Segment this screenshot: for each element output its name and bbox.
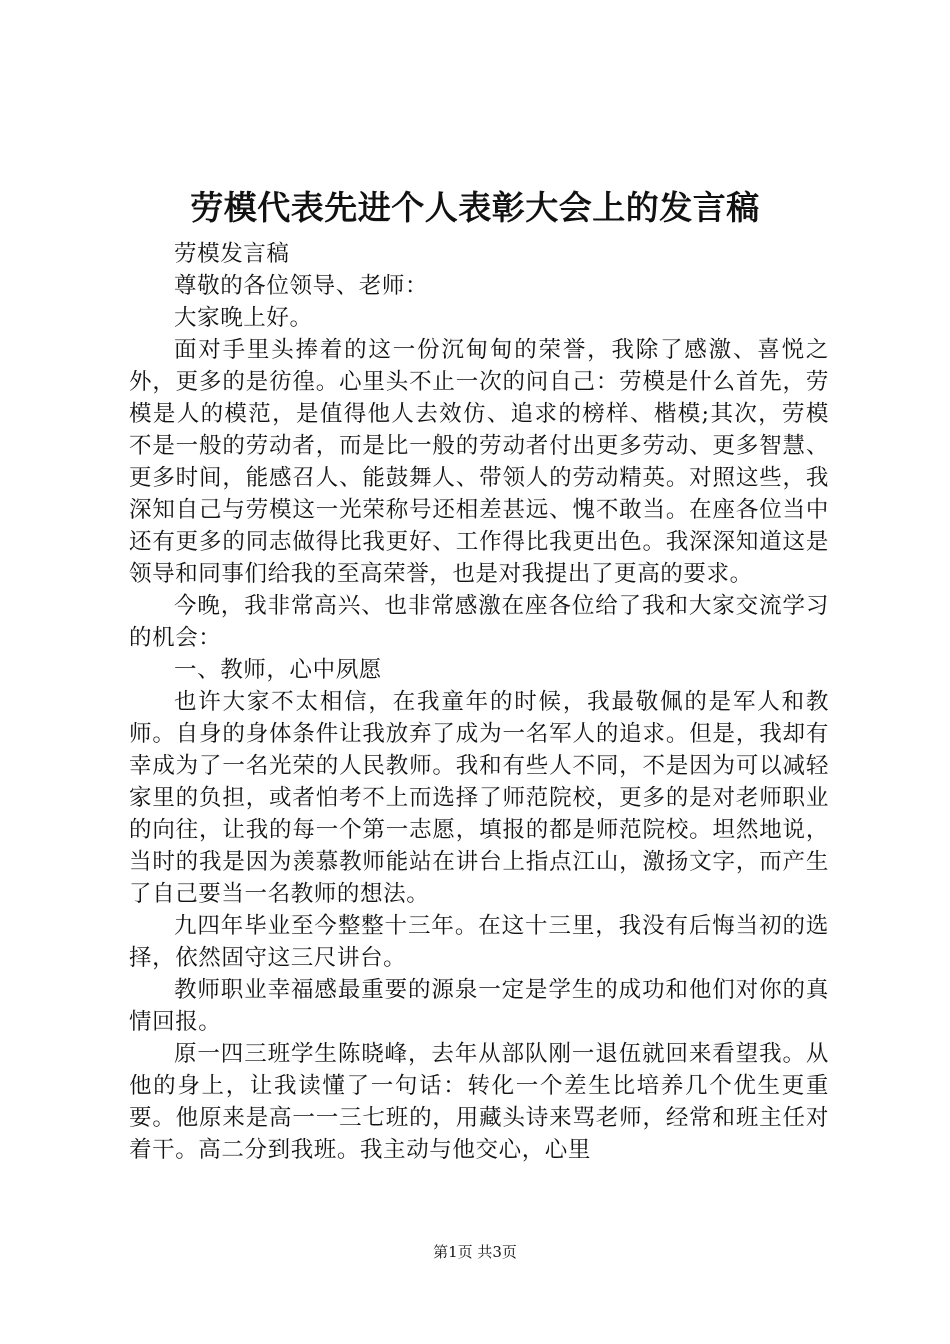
- paragraph: 今晚，我非常高兴、也非常感激在座各位给了我和大家交流学习的机会：: [129, 593, 829, 651]
- paragraph: 面对手里头捧着的这一份沉甸甸的荣誉，我除了感激、喜悦之外，更多的是彷徨。心里头不止一次的问自己：劳模是什么首先，劳模是人的模范，是值得他人去效仿、追求的榜样、楷模;其次，劳模不是一般的劳动者，而是比一般的劳动者付出更多劳动、更多智慧、更多时间，能感召人、能鼓舞人、带领人的劳动精英。对照这些，我深知自己与劳模这一光荣称号还相差甚远、愧不敢当。在座各位当中还有更多的同志做得比我更好、工作得比我更出色。我深深知道这是领导和同事们给我的至高荣誉，也是对我提出了更高的要求。: [129, 337, 829, 587]
- paragraph: 劳模发言稿: [174, 241, 290, 267]
- paragraph: 大家晚上好。: [174, 305, 313, 331]
- page-footer: 第1页 共3页: [433, 1243, 517, 1261]
- section-heading: 一、教师，心中夙愿: [174, 657, 382, 683]
- paragraph: 也许大家不太相信，在我童年的时候，我最敬佩的是军人和教师。自身的身体条件让我放弃了成为一名军人的追求。但是，我却有幸成为了一名光荣的人民教师。我和有些人不同，不是因为可以减轻家里的负担，或者怕考不上而选择了师范院校，更多的是对老师职业的向往，让我的每一个第一志愿，填报的都是师范院校。坦然地说，当时的我是因为羡慕教师能站在讲台上指点江山，激扬文字，而产生了自己要当一名教师的想法。: [129, 689, 829, 907]
- paragraph: 原一四三班学生陈晓峰，去年从部队刚一退伍就回来看望我。从他的身上，让我读懂了一句话：转化一个差生比培养几个优生更重要。他原来是高一一三七班的，用藏头诗来骂老师，经常和班主任对着干。高二分到我班。我主动与他交心，心里: [129, 1041, 829, 1163]
- paragraph: 教师职业幸福感最重要的源泉一定是学生的成功和他们对你的真情回报。: [129, 977, 829, 1035]
- document-title: 劳模代表先进个人表彰大会上的发言稿: [190, 188, 760, 227]
- document-body: [129, 238, 829, 1166]
- paragraph: 尊敬的各位领导、老师：: [174, 273, 429, 299]
- paragraph: 九四年毕业至今整整十三年。在这十三里，我没有后悔当初的选择，依然固守这三尺讲台。: [129, 913, 829, 971]
